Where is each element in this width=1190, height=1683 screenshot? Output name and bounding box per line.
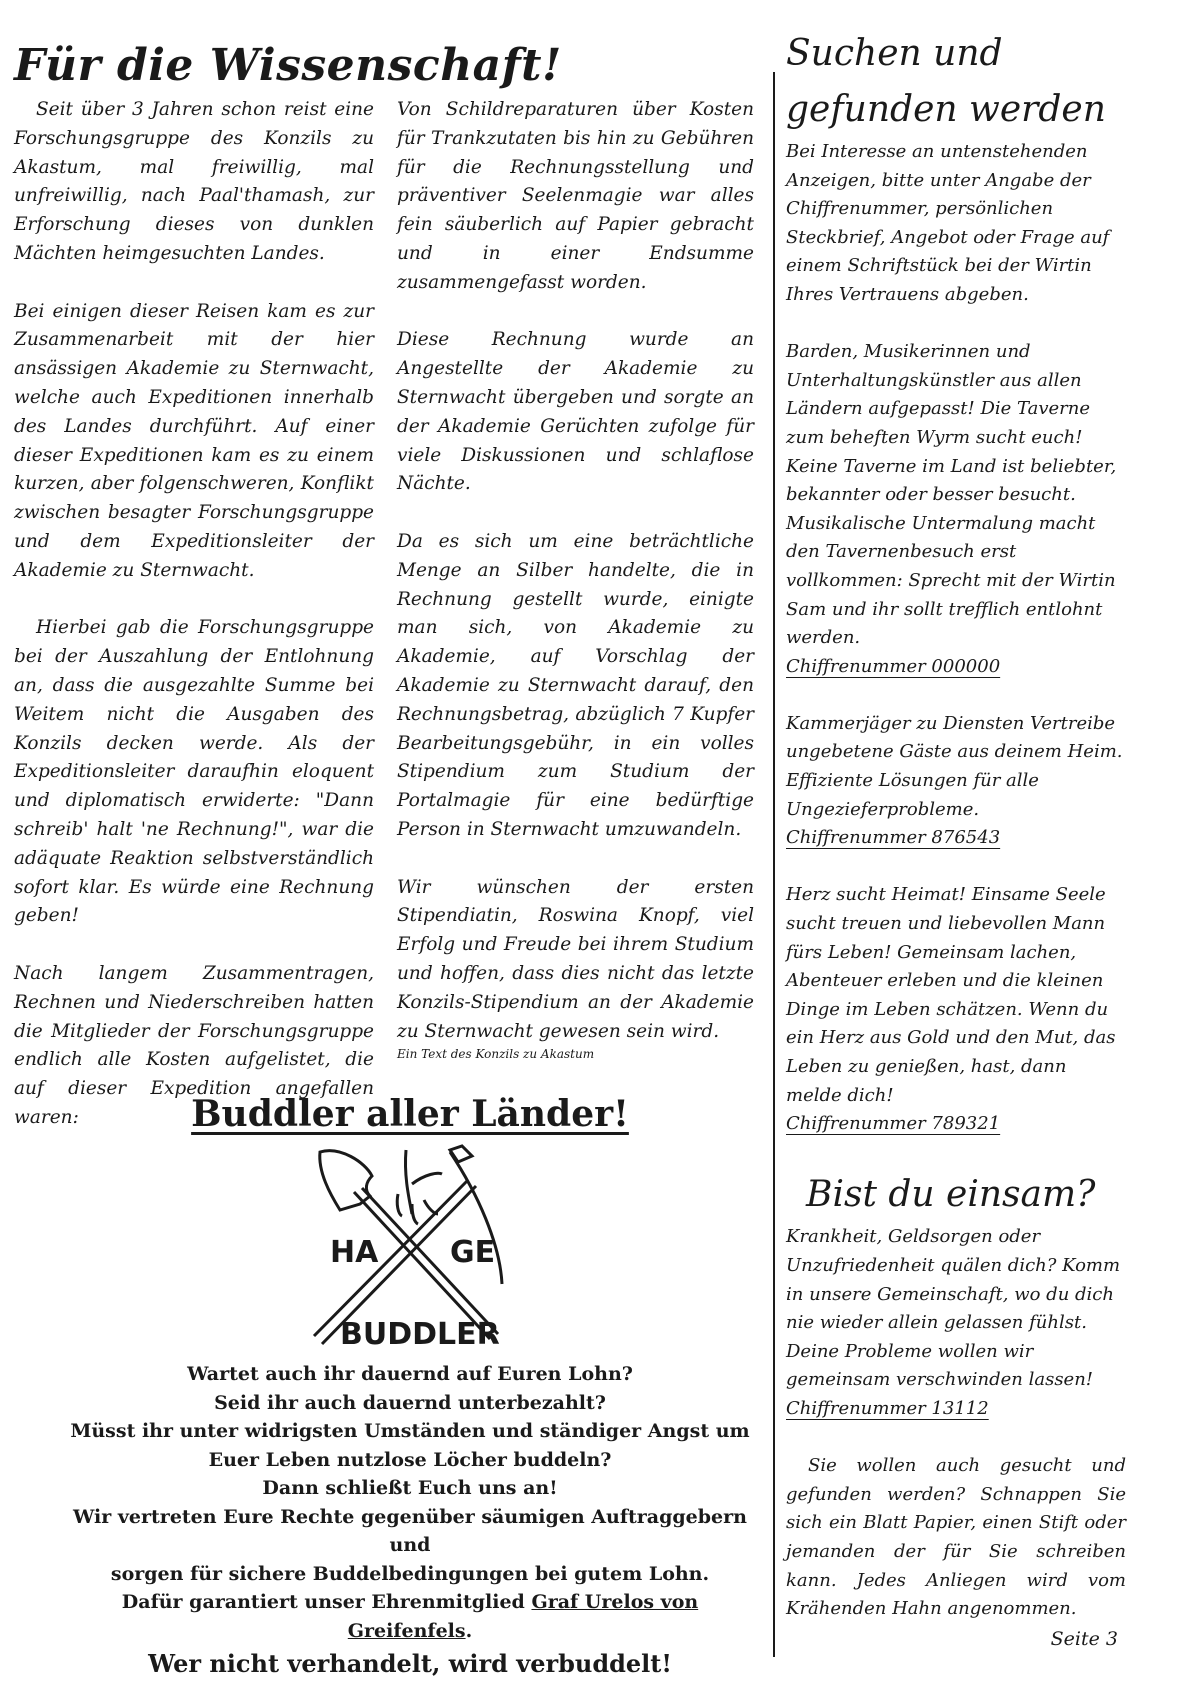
classified-ad-text: Barden, Musikerinnen und Unterhaltungskünstler aus allen Ländern aufgepasst! Die Taverne zum beheften Wyrm sucht euch! Keine Taverne im Land ist beliebter, bekannter oder besser besucht. Musikalische Untermalung macht den Tavernenbesuch erst vollkommen: Sprecht mit der Wirtin Sam und ihr sollt trefflich entlohnt werden. bbox=[786, 341, 1117, 649]
chiffre-number: Chiffrenummer 000000 bbox=[786, 655, 1001, 677]
classifieds-title-line1: Suchen und bbox=[786, 33, 1003, 74]
chiffre-number: Chiffrenummer 876543 bbox=[786, 827, 1001, 849]
buddler-ad bbox=[60, 1090, 760, 1681]
classifieds-closing: Sie wollen auch gesucht und gefunden werden? Schnappen Sie sich ein Blatt Papier, einen Stift oder jemanden der für Sie schreiben kann. Jedes Anliegen wird vom Krähenden Hahn angenommen. bbox=[786, 1455, 1126, 1620]
classifieds-title-line2: gefunden werden bbox=[786, 89, 1106, 130]
article-column-1 bbox=[14, 96, 374, 1161]
plant-icon bbox=[397, 1150, 442, 1224]
article-title: Für die Wissenschaft! bbox=[14, 40, 562, 91]
lonely-ad-text: Krankheit, Geldsorgen oder Unzufriedenheit quälen dich? Komm in unsere Gemeinschaft, wo du dich nie wieder allein gelassen fühlst. Deine Probleme wollen wir gemeinsam verschwinden lassen! bbox=[786, 1226, 1121, 1391]
article-paragraph: Bei einigen dieser Reisen kam es zur Zusammenarbeit mit der hier ansässigen Akademie zu Sternwacht, welche auch Expeditionen innerhalb des Landes durchführt. Auf einer dieser Expeditionen kam es zu einem kurzen, aber folgenschweren, Konflikt zwischen besagter Forschungsgruppe und dem Expeditionsleiter der Akademie zu Sternwacht. bbox=[14, 300, 374, 581]
article-paragraph: Diese Rechnung wurde an Angestellte der Akademie zu Sternwacht übergeben und sorgte an der Akademie Gerüchten zufolge für viele Diskussionen und schlaflose Nächte. bbox=[397, 329, 754, 495]
buddler-ad-line: Seid ihr auch dauernd unterbezahlt? bbox=[214, 1391, 606, 1414]
buddler-ad-line: Dann schließt Euch uns an! bbox=[262, 1477, 558, 1499]
buddler-ad-guarantee bbox=[60, 1588, 760, 1645]
classifieds-section bbox=[786, 26, 1126, 1652]
article-paragraph: Wir wünschen der ersten Stipendiatin, Roswina Knopf, viel Erfolg und Freude bei ihrem Studium und hoffen, dass dies nicht das letzte Konzils-Stipendium an der Akademie zu Sternwacht gewesen sein wird. bbox=[397, 876, 754, 1042]
honorary-member-name: Graf Urelos von Greifenfels bbox=[347, 1591, 699, 1642]
buddler-logo bbox=[300, 1144, 520, 1354]
classified-ad bbox=[786, 881, 1126, 1138]
guarantee-suffix: . bbox=[465, 1619, 473, 1642]
lonely-ad bbox=[786, 1223, 1126, 1423]
article-signature: Ein Text des Konzils zu Akastum bbox=[397, 1047, 595, 1062]
lonely-title: Bist du einsam? bbox=[806, 1174, 1096, 1216]
buddler-ad-text bbox=[60, 1360, 760, 1645]
buddler-ad-line: Wartet auch ihr dauernd auf Euren Lohn? bbox=[187, 1363, 633, 1385]
article-paragraph: Da es sich um eine beträchtliche Menge an Silber handelte, die in Rechnung gestellt wurde, einigte man sich, von Akademie zu Akademie, auf Vorschlag der Akademie zu Sternwacht darauf, den Rechnungsbetrag, abzüglich 7 Kupfer Bearbeitungsgebühr, in ein volles Stipendium zum Studium der Portalmagie für eine bedürftige Person in Sternwacht umzuwandeln. bbox=[397, 530, 754, 840]
page-number: Seite 3 bbox=[1050, 1628, 1118, 1650]
article-paragraph: Seit über 3 Jahren schon reist eine Forschungsgruppe des Konzils zu Akastum, mal freiwillig, mal unfreiwillig, nach Paal'thamash, zur Erforschung dieses von dunklen Mächten heimgesuchten Landes. bbox=[14, 99, 374, 264]
article-column-2 bbox=[397, 96, 754, 1090]
buddler-ad-line: Müsst ihr unter widrigsten Umständen und ständiger Angst um bbox=[70, 1420, 750, 1442]
buddler-ad-title: Buddler aller Länder! bbox=[191, 1093, 629, 1135]
classified-ad bbox=[786, 710, 1126, 853]
article-paragraph: Nach langem Zusammentragen, Rechnen und Niederschreiben hatten die Mitglieder der Forschungsgruppe endlich alle Kosten aufgelistet, die auf dieser Expedition angefallen waren: bbox=[14, 962, 374, 1128]
buddler-ad-line: Wir vertreten Eure Rechte gegenüber säumigen Auftraggebern und bbox=[73, 1505, 747, 1556]
classifieds-intro: Bei Interesse an untenstehenden Anzeigen, bitte unter Angabe der Chiffrenummer, persönlichen Steckbrief, Angebot oder Frage auf einem Schriftstück bei der Wirtin Ihres Vertrauens abgeben. bbox=[786, 141, 1110, 305]
logo-text-bottom: BUDDLER bbox=[340, 1317, 500, 1352]
article-paragraph: Von Schildreparaturen über Kosten für Trankzutaten bis hin zu Gebühren für die Rechnungsstellung und präventiver Seelenmagie war alles fein säuberlich auf Papier gebracht und in einer Endsumme zusammengefasst worden. bbox=[397, 99, 754, 293]
classified-ad bbox=[786, 338, 1126, 681]
logo-text-right: GE bbox=[450, 1235, 496, 1270]
chiffre-number: Chiffrenummer 13112 bbox=[786, 1397, 989, 1419]
classified-ad-text: Herz sucht Heimat! Einsame Seele sucht treuen und liebevollen Mann fürs Leben! Gemeinsam lachen, Abenteuer erleben und die kleinen Dinge im Leben schätzen. Wenn du ein Herz aus Gold und den Mut, das Leben zu genießen, hast, dann melde dich! bbox=[786, 884, 1116, 1106]
article-paragraph: Hierbei gab die Forschungsgruppe bei der Auszahlung der Entlohnung an, dass die ausgezahlte Summe bei Weitem nicht die Ausgaben des Konzils decken werde. Als der Expeditionsleiter daraufhin eloquent und diplomatisch erwiderte: "Dann schreib' halt 'ne Rechnung!", war die adäquate Reaktion selbstverständlich sofort klar. Es würde eine Rechnung geben! bbox=[14, 617, 374, 927]
buddler-ad-line: Euer Leben nutzlose Löcher buddeln? bbox=[208, 1448, 612, 1471]
classified-ad-text: Kammerjäger zu Diensten Vertreibe ungebetene Gäste aus deinem Heim. Effiziente Lösungen für alle Ungezieferprobleme. bbox=[786, 712, 1123, 820]
buddler-slogan: Wer nicht verhandelt, wird verbuddelt! bbox=[148, 1649, 672, 1678]
guarantee-prefix: Dafür garantiert unser Ehrenmitglied bbox=[121, 1591, 525, 1613]
column-divider bbox=[773, 72, 775, 1657]
logo-text-left: HA bbox=[330, 1235, 379, 1270]
chiffre-number: Chiffrenummer 789321 bbox=[786, 1113, 1001, 1135]
buddler-ad-line: sorgen für sichere Buddelbedingungen bei gutem Lohn. bbox=[110, 1562, 710, 1585]
